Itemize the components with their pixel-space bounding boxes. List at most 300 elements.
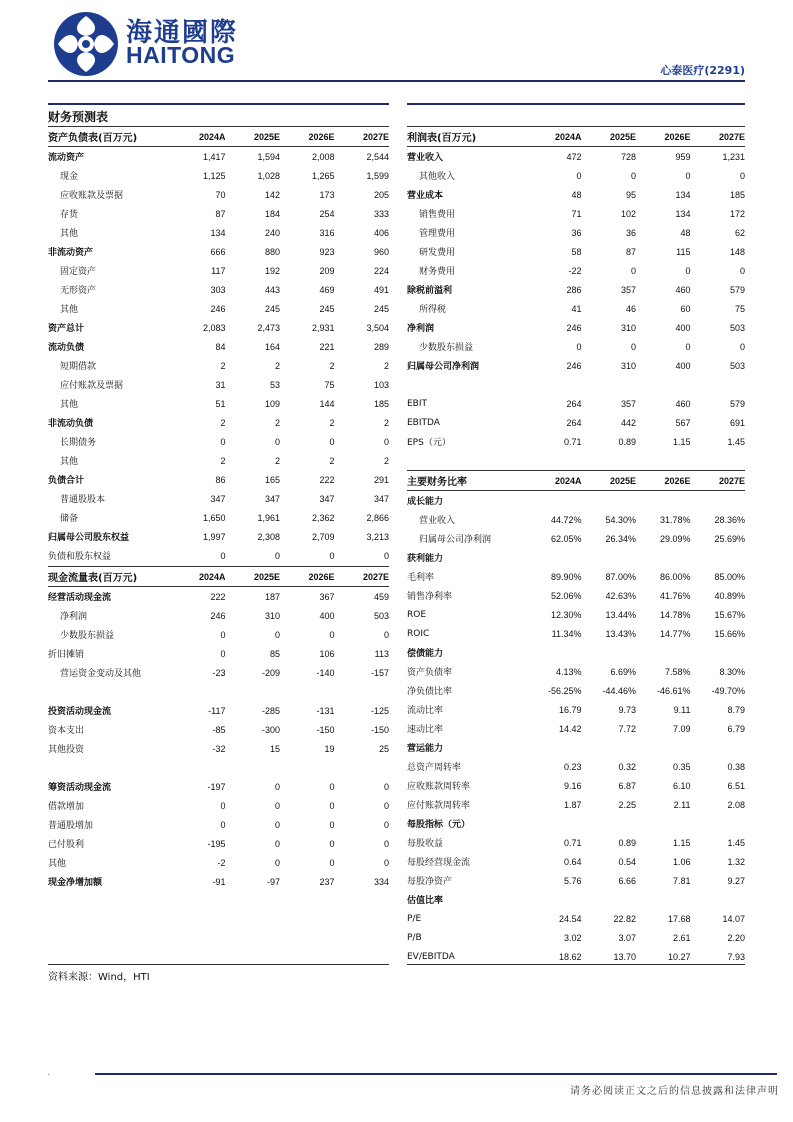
row-value: -2 — [217, 857, 226, 868]
row-value: 2 — [329, 455, 335, 466]
row-value: 185 — [373, 398, 389, 409]
row-value: 134 — [675, 189, 691, 200]
year-header: 2027E — [691, 127, 746, 147]
row-value — [636, 643, 691, 662]
table-row — [407, 394, 745, 413]
row-value: -150 — [316, 724, 335, 735]
row-value: 1,594 — [257, 151, 280, 162]
row-label: 毛利率 — [407, 573, 435, 583]
row-value: 9.16 — [563, 780, 582, 791]
row-value: 60 — [680, 303, 691, 314]
row-label: P/B — [407, 932, 422, 943]
row-label: 其他 — [60, 457, 79, 467]
row-value — [527, 814, 582, 833]
row-label: 负债和股东权益 — [48, 552, 112, 562]
row-value: 880 — [264, 246, 280, 257]
row-value: 691 — [729, 417, 745, 428]
row-value — [691, 491, 746, 511]
row-value: 0 — [329, 436, 335, 447]
table-header-row — [48, 127, 389, 147]
row-label: 其他 — [60, 305, 79, 315]
row-label: 所得税 — [419, 305, 447, 315]
table-row — [407, 204, 745, 223]
table-row — [48, 147, 389, 167]
row-label: 每股经营现金流 — [407, 858, 471, 868]
row-value: 26.34% — [605, 533, 636, 544]
row-value: 165 — [264, 474, 280, 485]
row-label: 资产总计 — [48, 324, 85, 334]
row-value: 1.45 — [727, 436, 745, 447]
row-value: 70 — [215, 189, 226, 200]
row-value: 25.69% — [714, 533, 745, 544]
row-value: -32 — [212, 743, 226, 754]
row-value: 460 — [675, 284, 691, 295]
row-value: 1,599 — [366, 170, 389, 181]
row-value: -209 — [261, 667, 280, 678]
row-value: 264 — [566, 417, 582, 428]
row-value: 0 — [739, 170, 745, 181]
row-value: 245 — [264, 303, 280, 314]
row-label: 筹资活动现金流 — [48, 783, 112, 793]
row-value: 8.79 — [727, 704, 745, 715]
row-value: 75 — [324, 379, 335, 390]
table-row — [48, 546, 389, 565]
row-value: 1.15 — [672, 436, 691, 447]
row-value: -49.70% — [711, 685, 745, 696]
row-label: 存货 — [60, 210, 79, 220]
row-value: 240 — [264, 227, 280, 238]
row-value: 347 — [210, 493, 226, 504]
row-value: 347 — [264, 493, 280, 504]
row-value: 144 — [319, 398, 335, 409]
row-value: 173 — [319, 189, 335, 200]
row-value: 62 — [734, 227, 745, 238]
row-value: 443 — [264, 284, 280, 295]
row-value — [636, 491, 691, 511]
row-value: 2.08 — [727, 799, 745, 810]
row-value: 48 — [571, 189, 582, 200]
row-label: 其他 — [60, 400, 79, 410]
row-value: -150 — [370, 724, 389, 735]
row-value: 0.35 — [672, 761, 691, 772]
row-value: 134 — [675, 208, 691, 219]
table-row — [407, 356, 745, 375]
table-row — [48, 606, 389, 625]
row-value: 310 — [620, 360, 636, 371]
table-row — [48, 451, 389, 470]
table-row — [48, 185, 389, 204]
row-value: -157 — [370, 667, 389, 678]
row-label: 净负债比率 — [407, 687, 453, 697]
row-value: 2 — [383, 455, 389, 466]
row-value: 1.15 — [672, 837, 691, 848]
row-label: 现金净增加额 — [48, 878, 103, 888]
row-value: 1.06 — [672, 856, 691, 867]
table-row — [407, 833, 745, 852]
logo-text-en: HAITONG — [126, 42, 236, 68]
row-label: 资本支出 — [48, 726, 85, 736]
row-label: 应收账款周转率 — [407, 782, 471, 792]
row-value: -300 — [261, 724, 280, 735]
row-value: 246 — [210, 303, 226, 314]
row-label: 营业成本 — [407, 191, 444, 201]
table-row — [407, 928, 745, 947]
income-statement-table — [407, 126, 745, 451]
table-row — [48, 777, 389, 796]
row-value: 42.63% — [605, 590, 636, 601]
row-label: 流动比率 — [407, 706, 444, 716]
footer-dot — [48, 1074, 49, 1075]
row-value: 85 — [269, 648, 280, 659]
row-value — [582, 643, 637, 662]
row-label: 折旧摊销 — [48, 650, 85, 660]
row-value: 406 — [373, 227, 389, 238]
row-value — [691, 738, 746, 757]
row-value: -125 — [370, 705, 389, 716]
table-row — [48, 834, 389, 853]
left-title-rule — [48, 103, 389, 105]
table-row — [407, 185, 745, 204]
row-value: 400 — [675, 322, 691, 333]
row-value: 185 — [729, 189, 745, 200]
row-value — [691, 890, 746, 909]
row-value: -285 — [261, 705, 280, 716]
table-row — [48, 375, 389, 394]
row-label: 管理费用 — [419, 229, 456, 239]
table-row — [407, 624, 745, 643]
table-row — [48, 739, 389, 758]
haitong-logo — [52, 10, 120, 78]
table-row — [48, 261, 389, 280]
row-value: 1.45 — [727, 837, 745, 848]
row-label: 其他 — [60, 229, 79, 239]
row-value: 1,265 — [311, 170, 335, 181]
table-row — [407, 318, 745, 337]
row-value: 87 — [215, 208, 226, 219]
row-value: 0.89 — [618, 837, 636, 848]
row-value: -56.25% — [547, 685, 582, 696]
row-value: 303 — [210, 284, 226, 295]
row-value: 75 — [734, 303, 745, 314]
row-label: 借款增加 — [48, 802, 85, 812]
ratios-table — [407, 470, 745, 966]
row-value: 0 — [274, 629, 280, 640]
footer-rule — [95, 1073, 777, 1075]
row-value: 960 — [373, 246, 389, 257]
row-value: 51 — [215, 398, 226, 409]
table-row — [48, 853, 389, 872]
year-header: 2024A — [527, 127, 582, 147]
row-value: 310 — [264, 610, 280, 621]
year-header: 2025E — [582, 471, 637, 491]
table-row — [48, 625, 389, 644]
row-value: 0.64 — [563, 856, 582, 867]
row-value: 0 — [220, 648, 226, 659]
table-row — [407, 413, 745, 432]
table-row — [407, 776, 745, 795]
row-value: 357 — [620, 398, 636, 409]
row-value: 0.54 — [618, 856, 636, 867]
row-value: 6.66 — [618, 875, 636, 886]
row-value: 0 — [274, 857, 280, 868]
table-row — [48, 337, 389, 356]
row-value: 222 — [210, 591, 226, 602]
row-label: 流动负债 — [48, 343, 85, 353]
row-value: 469 — [319, 284, 335, 295]
row-value: 246 — [566, 360, 582, 371]
table-row — [407, 586, 745, 605]
table-row — [407, 700, 745, 719]
table-header-row — [48, 567, 389, 587]
row-value: 503 — [373, 610, 389, 621]
row-value: 0 — [576, 170, 582, 181]
row-value: 472 — [566, 151, 582, 162]
row-value: 286 — [566, 284, 582, 295]
row-label: 营业收入 — [419, 516, 456, 526]
table-row — [407, 280, 745, 299]
row-value: 103 — [373, 379, 389, 390]
row-value: -197 — [207, 781, 226, 792]
row-value: 1.87 — [563, 799, 582, 810]
row-label: 营运能力 — [407, 744, 444, 754]
row-label: ROIC — [407, 628, 430, 639]
table-row — [407, 529, 745, 548]
row-value — [636, 890, 691, 909]
row-value: 1,231 — [722, 151, 745, 162]
table-row — [407, 719, 745, 738]
row-value: 0 — [383, 781, 389, 792]
row-value: 400 — [319, 610, 335, 621]
row-value: 459 — [373, 591, 389, 602]
row-value: 0.32 — [618, 761, 636, 772]
row-value: 0 — [383, 838, 389, 849]
row-label: 财务费用 — [419, 267, 456, 277]
table-row — [48, 682, 389, 701]
row-value: 192 — [264, 265, 280, 276]
row-value — [582, 814, 637, 833]
row-value: 15.66% — [714, 628, 745, 639]
row-value: 22.82 — [613, 913, 636, 924]
row-value: 187 — [264, 591, 280, 602]
row-value: 0 — [274, 838, 280, 849]
row-value: 237 — [319, 876, 335, 887]
row-value: 9.73 — [618, 704, 636, 715]
table-row — [48, 758, 389, 777]
row-value: 41.76% — [659, 590, 691, 601]
row-value: 2 — [274, 360, 280, 371]
row-value: 2,473 — [257, 322, 280, 333]
row-value: 15.67% — [714, 609, 745, 620]
table-row — [407, 567, 745, 586]
row-value: 5.76 — [563, 875, 582, 886]
table-row — [407, 643, 745, 662]
row-value — [582, 738, 637, 757]
row-label: 长期债务 — [60, 438, 97, 448]
table-row — [407, 757, 745, 776]
row-value: 9.11 — [673, 704, 691, 715]
table-row — [407, 147, 745, 167]
table-row — [407, 548, 745, 567]
row-value: 0 — [329, 800, 335, 811]
row-label: 成长能力 — [407, 497, 444, 507]
row-value: 3.07 — [618, 932, 636, 943]
row-label: 短期借款 — [60, 362, 97, 372]
row-value: 1,961 — [257, 512, 280, 523]
row-value: 0 — [685, 170, 691, 181]
row-value: 923 — [319, 246, 335, 257]
row-value: 0 — [274, 781, 280, 792]
right-bottom-rule — [407, 964, 745, 965]
row-label: EBITDA — [407, 417, 440, 428]
row-value: 2,709 — [311, 531, 335, 542]
row-value: 224 — [373, 265, 389, 276]
footer-disclaimer: 请务必阅读正文之后的信息披露和法律声明 — [570, 1086, 779, 1097]
row-label: 除税前溢利 — [407, 286, 453, 296]
table-row — [48, 815, 389, 834]
row-value: 0 — [383, 436, 389, 447]
table-row — [407, 795, 745, 814]
row-value: 86.00% — [659, 571, 691, 582]
table-row — [48, 872, 389, 891]
row-label: 其他投资 — [48, 745, 85, 755]
row-label: 非流动资产 — [48, 248, 94, 258]
row-value: 0 — [220, 819, 226, 830]
row-value: -23 — [212, 667, 226, 678]
row-value: 0 — [329, 550, 335, 561]
year-header: 2026E — [636, 471, 691, 491]
row-value: 7.81 — [672, 875, 691, 886]
row-label: 普通股增加 — [48, 821, 94, 831]
row-value: 115 — [676, 246, 691, 257]
year-header: 2025E — [582, 127, 637, 147]
row-value: 2.11 — [673, 799, 691, 810]
table-row — [407, 662, 745, 681]
row-value: 0 — [383, 857, 389, 868]
row-value: 0 — [685, 265, 691, 276]
row-value: 12.30% — [550, 609, 582, 620]
row-value: 347 — [373, 493, 389, 504]
row-value: 14.42 — [558, 723, 582, 734]
row-label: P/E — [407, 913, 422, 924]
row-label: 研发费用 — [419, 248, 456, 258]
row-value: 205 — [373, 189, 389, 200]
row-value: 10.27 — [667, 951, 691, 962]
row-label: 少数股东损益 — [60, 631, 115, 641]
row-value: 54.30% — [605, 514, 636, 525]
row-label: 获利能力 — [407, 554, 444, 564]
row-value: 503 — [729, 360, 745, 371]
table-row — [407, 890, 745, 909]
row-value: 87.00% — [605, 571, 636, 582]
row-label: 速动比率 — [407, 725, 444, 735]
year-header: 2025E — [226, 567, 281, 587]
row-value — [582, 491, 637, 511]
row-value: 40.89% — [714, 590, 745, 601]
table-row — [407, 299, 745, 318]
row-value: 0 — [329, 629, 335, 640]
table-row — [48, 318, 389, 337]
row-label: 投资活动现金流 — [48, 707, 112, 717]
year-header: 2024A — [171, 567, 226, 587]
row-value: 36 — [571, 227, 582, 238]
row-value: 36 — [625, 227, 636, 238]
row-label: 已付股利 — [48, 840, 85, 850]
row-value: 31 — [215, 379, 226, 390]
row-value: 89.90% — [550, 571, 582, 582]
row-value: 503 — [729, 322, 745, 333]
row-value: 14.07 — [722, 913, 745, 924]
row-label: 非流动负债 — [48, 419, 94, 429]
table-header-row — [407, 127, 745, 147]
spacer-row — [48, 682, 389, 701]
spacer-row — [48, 758, 389, 777]
row-value — [527, 548, 582, 567]
row-value: -46.61% — [656, 685, 691, 696]
row-value: 491 — [373, 284, 389, 295]
row-value: 0 — [685, 341, 691, 352]
row-value: 0.71 — [563, 436, 582, 447]
table-heading: 利润表(百万元) — [407, 127, 527, 147]
row-value: 0 — [274, 819, 280, 830]
row-value: 0.71 — [563, 837, 582, 848]
row-value: 134 — [210, 227, 226, 238]
row-value: 0 — [383, 800, 389, 811]
row-value: 0 — [220, 550, 226, 561]
table-row — [48, 280, 389, 299]
row-value: 0 — [274, 436, 280, 447]
row-value: 8.30% — [719, 666, 745, 677]
row-value: -85 — [212, 724, 226, 735]
row-value: 7.93 — [727, 951, 745, 962]
row-value — [636, 814, 691, 833]
row-label: 销售费用 — [419, 210, 456, 220]
row-label: EBIT — [407, 398, 428, 409]
row-value: 0.23 — [563, 761, 582, 772]
table-row — [48, 720, 389, 739]
row-value: 367 — [319, 591, 335, 602]
row-value: 579 — [729, 398, 745, 409]
row-value: 0 — [329, 838, 335, 849]
row-value — [527, 491, 582, 511]
row-value: -131 — [316, 705, 335, 716]
row-value: 13.44% — [605, 609, 636, 620]
row-value — [582, 890, 637, 909]
table-row — [48, 527, 389, 546]
header-rule — [48, 80, 745, 82]
row-value: 0 — [329, 857, 335, 868]
row-value: 222 — [319, 474, 335, 485]
row-value: 333 — [373, 208, 389, 219]
row-label: 流动资产 — [48, 153, 85, 163]
row-value: 44.72% — [550, 514, 582, 525]
row-value — [527, 738, 582, 757]
row-value: 567 — [675, 417, 691, 428]
table-heading: 资产负债表(百万元) — [48, 127, 171, 147]
row-value: 53 — [269, 379, 280, 390]
table-row — [48, 489, 389, 508]
table-row — [48, 701, 389, 720]
row-value: 209 — [319, 265, 335, 276]
row-label: 其他 — [48, 859, 67, 869]
row-value: 2 — [220, 455, 226, 466]
table-row — [407, 852, 745, 871]
table-row — [48, 204, 389, 223]
row-value: 84 — [215, 341, 226, 352]
row-value: 58 — [571, 246, 582, 257]
row-value: 2,544 — [366, 151, 389, 162]
row-value: 959 — [675, 151, 691, 162]
row-value: 13.43% — [605, 628, 636, 639]
